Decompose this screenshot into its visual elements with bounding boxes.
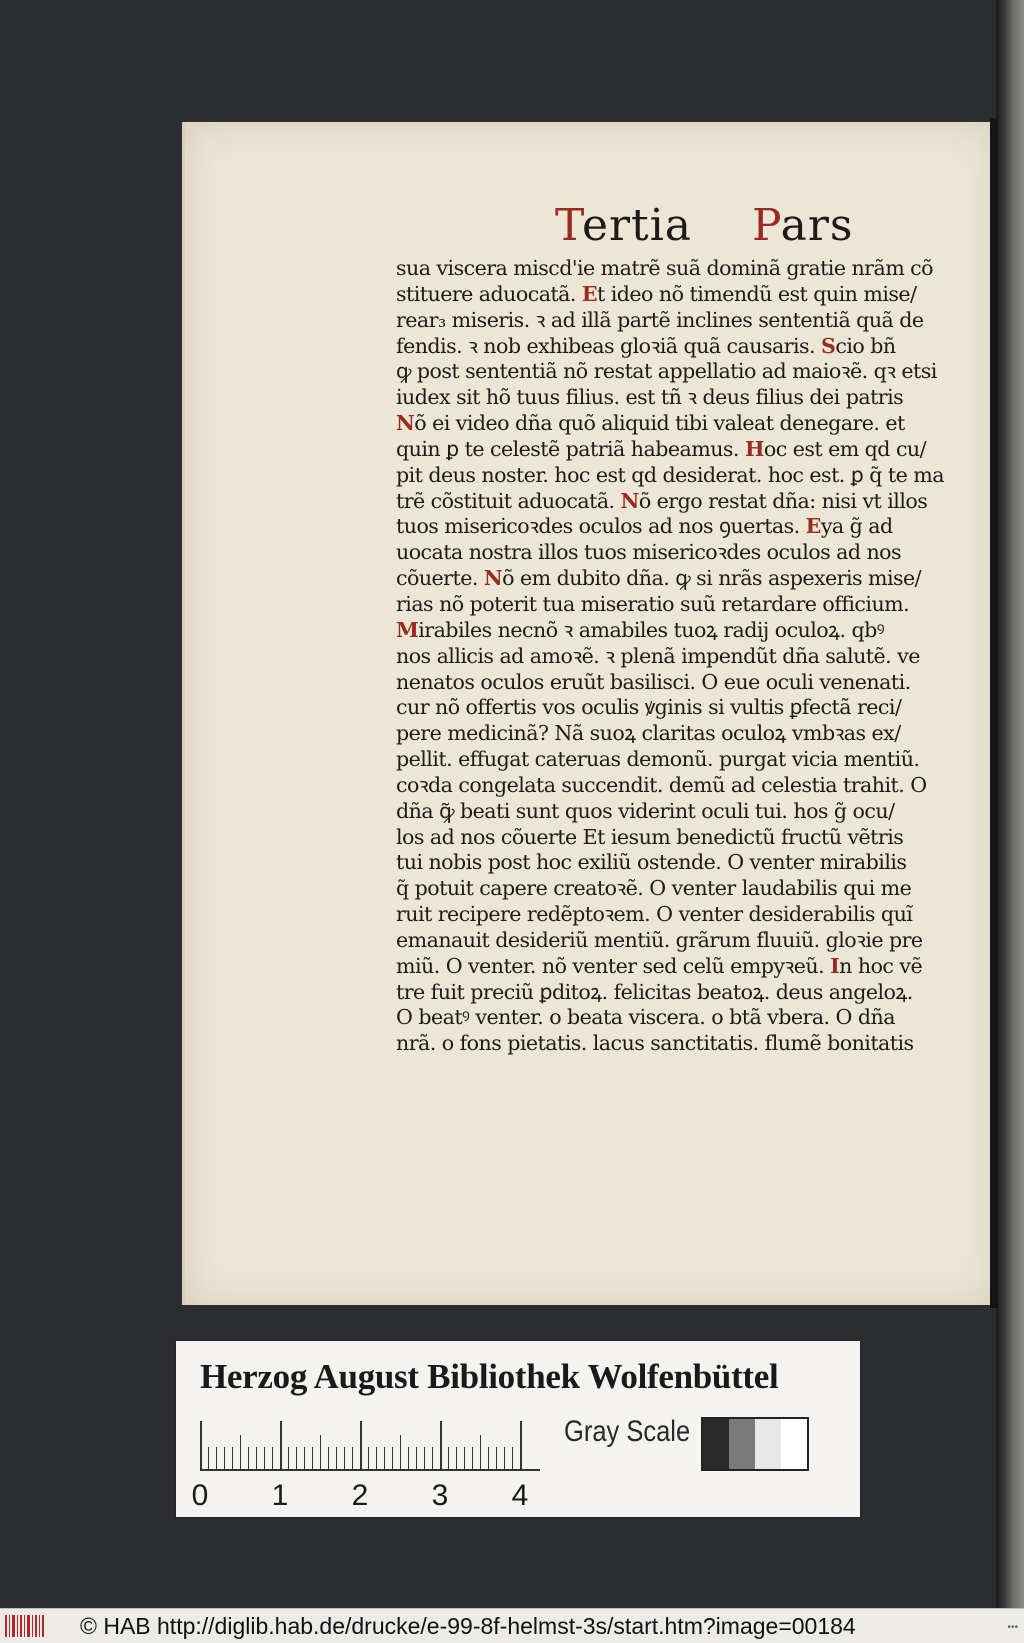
page-text-block — [396, 256, 956, 1057]
gray-swatch — [703, 1419, 729, 1469]
page-shadow — [990, 118, 998, 1308]
ruler-number: 4 — [511, 1479, 529, 1512]
text-line: pere medicinã? Nã suoꝝ claritas oculoꝝ vmbꝛas ex/ — [396, 721, 901, 746]
ruler-tick — [456, 1447, 457, 1469]
gray-scale-swatches — [701, 1417, 809, 1471]
text-line: tuos misericoꝛdes oculos ad nos ꝯuertas. Eya g̃ ad — [396, 514, 893, 539]
ruler-number: 2 — [351, 1479, 369, 1512]
ruler-number: 3 — [431, 1479, 449, 1512]
text-line: ꝙ post sententiã nõ restat appellatio ad maioꝛẽ. qꝛ etsi — [396, 359, 937, 384]
text-line: fendis. ꝛ nob exhibeas gloꝛiã quã causaris. Scio bñ — [396, 333, 896, 358]
ruler-tick — [272, 1447, 273, 1469]
ruler-tick — [368, 1447, 369, 1469]
ruler-tick — [504, 1447, 505, 1469]
text-line: cõuerte. Nõ em dubito dña. ꝙ si nrãs aspexeris mise/ — [396, 566, 922, 591]
text-line: iudex sit hõ tuus filius. est tñ ꝛ deus filius dei patris — [396, 385, 904, 410]
ruler-tick — [384, 1447, 385, 1469]
ruler-tick — [288, 1447, 289, 1469]
ruler-tick — [336, 1447, 337, 1469]
text-line: ruit recipere redẽptoꝛem. O venter desiderabilis quĩ — [396, 902, 913, 927]
ruler-tick — [264, 1447, 265, 1469]
barcode-icon — [4, 1613, 46, 1639]
text-line: Mirabiles necnõ ꝛ amabiles tuoꝝ radij oculoꝝ. qbꝰ — [396, 617, 885, 642]
text-line: O beatꝰ venter. o beata viscera. o btã vbera. O dña — [396, 1005, 895, 1030]
ruler-number: 0 — [191, 1479, 209, 1512]
ruler-tick — [472, 1447, 473, 1469]
ruler-tick — [512, 1447, 513, 1469]
header-word1-initial: T — [555, 200, 582, 251]
text-line: tre fuit preciũ ꝑditoꝝ. felicitas beatoꝝ. deus angeloꝝ. — [396, 979, 913, 1004]
text-line: nos allicis ad amoꝛẽ. ꝛ plenã impendũt dña salutẽ. ve — [396, 643, 920, 668]
ruler-tick — [200, 1421, 202, 1469]
ruler-number: 1 — [271, 1479, 289, 1512]
ruler-tick — [400, 1435, 401, 1469]
text-line: emanauit desideriũ mentiũ. grãrum fluuiũ. gloꝛie pre — [396, 927, 923, 952]
ruler-tick — [360, 1421, 362, 1469]
ruler-tick — [280, 1421, 282, 1469]
ruler-tick — [424, 1447, 425, 1469]
gray-swatch — [781, 1419, 807, 1469]
text-line: trẽ cõstituit aduocatã. Nõ ergo restat dña: nisi vt illos — [396, 488, 928, 513]
text-line: sua viscera miscd'ie matrẽ suã dominã gratie nrãm cõ — [396, 256, 934, 280]
url-footer-bar — [0, 1608, 1024, 1643]
text-line: pellit. effugat cateruas demonũ. purgat vicia mentiũ. — [396, 747, 920, 772]
ruler-tick — [232, 1447, 233, 1469]
header-word2-rest: ars — [780, 200, 854, 251]
text-line: quin ꝑ te celestẽ patriã habeamus. Hoc est em qd cu/ — [396, 436, 927, 461]
text-line: pit deus noster. hoc est qd desiderat. hoc est. ꝑ q̃ te ma — [396, 462, 945, 487]
library-color-card — [176, 1341, 860, 1517]
ruler-tick — [208, 1447, 209, 1469]
text-line: nrã. o fons pietatis. lacus sanctitatis. flumẽ bonitatis — [396, 1031, 914, 1056]
ruler-tick — [376, 1447, 377, 1469]
text-line: cur nõ offertis vos oculis ꝟginis si vultis ꝑfectã reci/ — [396, 695, 902, 720]
ruler-tick — [392, 1447, 393, 1469]
ruler-tick — [416, 1447, 417, 1469]
footer-dots: ••• — [1007, 1622, 1018, 1633]
ruler-tick — [464, 1447, 465, 1469]
text-line: stituere aduocatã. Et ideo nõ timendũ est quin mise/ — [396, 281, 917, 306]
ruler-tick — [216, 1447, 217, 1469]
ruler-tick — [344, 1447, 345, 1469]
gray-swatch — [755, 1419, 781, 1469]
text-line: coꝛda congelata succendit. demũ ad celestia trahit. O — [396, 772, 927, 797]
ruler-tick — [520, 1421, 522, 1469]
ruler-tick — [496, 1447, 497, 1469]
text-line: uocata nostra illos tuos misericoꝛdes oculos ad nos — [396, 540, 902, 565]
card-title: Herzog August Bibliothek Wolfenbüttel — [200, 1357, 779, 1396]
header-word2-initial: P — [751, 200, 781, 251]
gray-scale-label: Gray Scale — [564, 1415, 691, 1448]
text-line: nenatos oculos eruũt basilisci. O eue oculi venenati. — [396, 669, 911, 694]
ruler-tick — [480, 1435, 481, 1469]
text-line: dña ꝙ̃ beati sunt quos viderint oculi tui. hos g̃ ocu/ — [396, 798, 895, 823]
ruler-tick — [320, 1435, 321, 1469]
text-line: miũ. O venter. nõ venter sed celũ empyꝛeũ. In hoc vẽ — [396, 953, 923, 978]
running-header — [555, 200, 855, 256]
source-url-text: © HAB http://diglib.hab.de/drucke/e-99-8f-helmst-3s/start.htm?image=00184 — [80, 1613, 856, 1639]
ruler-tick — [448, 1447, 449, 1469]
text-line: q̃ potuit capere creatoꝛẽ. O venter laudabilis qui me — [396, 876, 912, 901]
ruler-tick — [440, 1421, 442, 1469]
ruler-tick — [256, 1447, 257, 1469]
text-line: rear₃ miseris. ꝛ ad illã partẽ inclines sententiã quã de — [396, 307, 924, 332]
text-line: rias nõ poterit tua miseratio suũ retardare officium. — [396, 591, 910, 616]
ruler-tick — [488, 1447, 489, 1469]
ruler-tick — [352, 1447, 353, 1469]
header-word1-rest: ertia — [581, 200, 692, 251]
gray-swatch — [729, 1419, 755, 1469]
text-line: tui nobis post hoc exiliũ ostende. O venter mirabilis — [396, 850, 907, 875]
ruler-tick — [240, 1435, 241, 1469]
text-line: los ad nos cõuerte Et iesum benedictũ fructũ vẽtris — [396, 824, 904, 849]
ruler-tick — [248, 1447, 249, 1469]
ruler-tick — [312, 1447, 313, 1469]
text-line: Nõ ei video dña quõ aliquid tibi valeat denegare. et — [396, 411, 905, 436]
ruler-tick — [224, 1447, 225, 1469]
ruler-tick — [432, 1447, 433, 1469]
ruler-scale — [191, 1421, 540, 1512]
ruler-baseline — [200, 1469, 540, 1471]
book-fore-edge — [996, 0, 1024, 1608]
ruler-tick — [328, 1447, 329, 1469]
ruler-tick — [408, 1447, 409, 1469]
ruler-tick — [296, 1447, 297, 1469]
ruler-tick — [304, 1447, 305, 1469]
